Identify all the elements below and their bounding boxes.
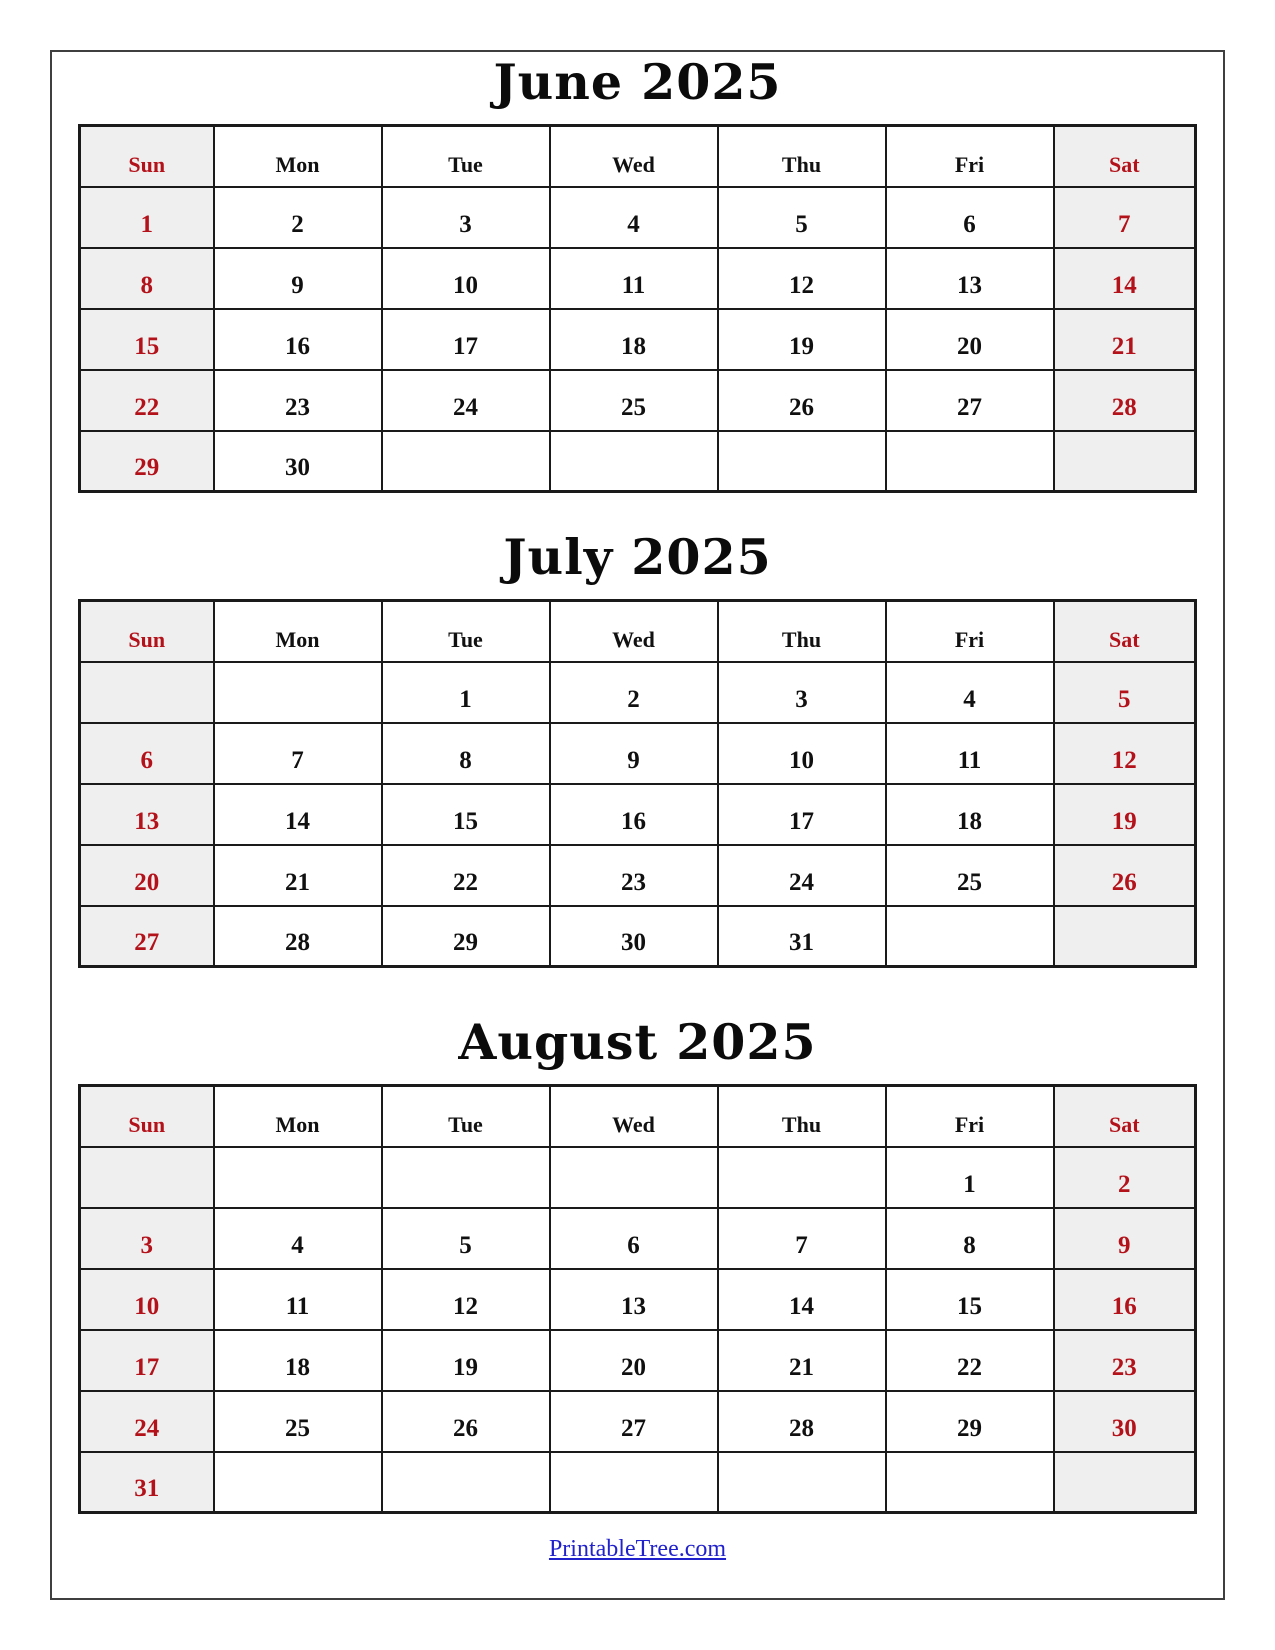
- date-cell-14: 14: [1054, 248, 1196, 309]
- empty-date-cell: [718, 1147, 886, 1208]
- date-cell-3: 3: [80, 1208, 214, 1269]
- footer: [52, 1536, 1223, 1563]
- date-cell-22: 22: [80, 370, 214, 431]
- day-header-sun: Sun: [80, 1086, 214, 1147]
- footer-link[interactable]: PrintableTree.com: [548, 1536, 727, 1562]
- date-cell-18: 18: [550, 309, 718, 370]
- date-cell-6: 6: [550, 1208, 718, 1269]
- date-cell-30: 30: [214, 431, 382, 492]
- date-cell-9: 9: [214, 248, 382, 309]
- day-header-wed: Wed: [550, 126, 718, 187]
- day-header-row: [80, 601, 1196, 662]
- day-header-tue: Tue: [382, 126, 550, 187]
- empty-date-cell: [550, 1452, 718, 1513]
- empty-date-cell: [214, 1452, 382, 1513]
- date-cell-25: 25: [886, 845, 1054, 906]
- date-cell-14: 14: [214, 784, 382, 845]
- date-cell-26: 26: [718, 370, 886, 431]
- day-header-row: [80, 126, 1196, 187]
- date-cell-16: 16: [1054, 1269, 1196, 1330]
- date-cell-30: 30: [550, 906, 718, 967]
- day-header-fri: Fri: [886, 126, 1054, 187]
- date-cell-12: 12: [382, 1269, 550, 1330]
- empty-date-cell: [718, 1452, 886, 1513]
- date-cell-29: 29: [886, 1391, 1054, 1452]
- day-header-sun: Sun: [80, 126, 214, 187]
- week-row: [80, 370, 1196, 431]
- date-cell-31: 31: [718, 906, 886, 967]
- day-header-mon: Mon: [214, 126, 382, 187]
- day-header-fri: Fri: [886, 601, 1054, 662]
- calendar-grid-june: [78, 124, 1197, 493]
- date-cell-6: 6: [886, 187, 1054, 248]
- week-row: [80, 431, 1196, 492]
- date-cell-17: 17: [718, 784, 886, 845]
- date-cell-26: 26: [1054, 845, 1196, 906]
- week-row: [80, 187, 1196, 248]
- day-header-tue: Tue: [382, 601, 550, 662]
- date-cell-11: 11: [886, 723, 1054, 784]
- date-cell-22: 22: [382, 845, 550, 906]
- empty-date-cell: [886, 431, 1054, 492]
- week-row: [80, 1330, 1196, 1391]
- day-header-mon: Mon: [214, 601, 382, 662]
- date-cell-25: 25: [214, 1391, 382, 1452]
- week-row: [80, 248, 1196, 309]
- empty-date-cell: [1054, 1452, 1196, 1513]
- date-cell-8: 8: [80, 248, 214, 309]
- date-cell-24: 24: [718, 845, 886, 906]
- date-cell-26: 26: [382, 1391, 550, 1452]
- empty-date-cell: [214, 1147, 382, 1208]
- date-cell-11: 11: [214, 1269, 382, 1330]
- date-cell-29: 29: [80, 431, 214, 492]
- date-cell-3: 3: [718, 662, 886, 723]
- date-cell-5: 5: [718, 187, 886, 248]
- week-row: [80, 1147, 1196, 1208]
- date-cell-5: 5: [1054, 662, 1196, 723]
- date-cell-1: 1: [886, 1147, 1054, 1208]
- date-cell-15: 15: [80, 309, 214, 370]
- date-cell-30: 30: [1054, 1391, 1196, 1452]
- day-header-sat: Sat: [1054, 1086, 1196, 1147]
- day-header-fri: Fri: [886, 1086, 1054, 1147]
- day-header-wed: Wed: [550, 601, 718, 662]
- day-header-thu: Thu: [718, 126, 886, 187]
- date-cell-5: 5: [382, 1208, 550, 1269]
- date-cell-15: 15: [382, 784, 550, 845]
- date-cell-21: 21: [214, 845, 382, 906]
- day-header-mon: Mon: [214, 1086, 382, 1147]
- date-cell-25: 25: [550, 370, 718, 431]
- date-cell-27: 27: [886, 370, 1054, 431]
- date-cell-7: 7: [718, 1208, 886, 1269]
- empty-date-cell: [550, 1147, 718, 1208]
- week-row: [80, 1452, 1196, 1513]
- empty-date-cell: [718, 431, 886, 492]
- date-cell-12: 12: [1054, 723, 1196, 784]
- month-title-august: August 2025: [458, 1013, 817, 1071]
- week-row: [80, 1208, 1196, 1269]
- date-cell-29: 29: [382, 906, 550, 967]
- empty-date-cell: [550, 431, 718, 492]
- date-cell-1: 1: [382, 662, 550, 723]
- date-cell-27: 27: [80, 906, 214, 967]
- date-cell-2: 2: [214, 187, 382, 248]
- week-row: [80, 309, 1196, 370]
- calendar-page: [50, 50, 1225, 1600]
- date-cell-27: 27: [550, 1391, 718, 1452]
- empty-date-cell: [1054, 906, 1196, 967]
- empty-date-cell: [886, 906, 1054, 967]
- month-title-june: June 2025: [493, 53, 782, 111]
- date-cell-17: 17: [382, 309, 550, 370]
- date-cell-20: 20: [886, 309, 1054, 370]
- empty-date-cell: [80, 662, 214, 723]
- empty-date-cell: [382, 1147, 550, 1208]
- date-cell-10: 10: [80, 1269, 214, 1330]
- week-row: [80, 1391, 1196, 1452]
- date-cell-21: 21: [1054, 309, 1196, 370]
- date-cell-13: 13: [550, 1269, 718, 1330]
- date-cell-9: 9: [1054, 1208, 1196, 1269]
- week-row: [80, 784, 1196, 845]
- date-cell-23: 23: [1054, 1330, 1196, 1391]
- date-cell-11: 11: [550, 248, 718, 309]
- week-row: [80, 662, 1196, 723]
- date-cell-8: 8: [886, 1208, 1054, 1269]
- day-header-thu: Thu: [718, 601, 886, 662]
- calendar-grid-july: [78, 599, 1197, 968]
- date-cell-16: 16: [550, 784, 718, 845]
- date-cell-15: 15: [886, 1269, 1054, 1330]
- day-header-sat: Sat: [1054, 601, 1196, 662]
- date-cell-16: 16: [214, 309, 382, 370]
- calendar-grid-august: [78, 1084, 1197, 1514]
- date-cell-20: 20: [80, 845, 214, 906]
- day-header-sun: Sun: [80, 601, 214, 662]
- date-cell-23: 23: [550, 845, 718, 906]
- date-cell-24: 24: [382, 370, 550, 431]
- date-cell-19: 19: [1054, 784, 1196, 845]
- date-cell-12: 12: [718, 248, 886, 309]
- date-cell-17: 17: [80, 1330, 214, 1391]
- week-row: [80, 906, 1196, 967]
- date-cell-2: 2: [550, 662, 718, 723]
- date-cell-7: 7: [214, 723, 382, 784]
- date-cell-19: 19: [382, 1330, 550, 1391]
- date-cell-8: 8: [382, 723, 550, 784]
- date-cell-2: 2: [1054, 1147, 1196, 1208]
- day-header-thu: Thu: [718, 1086, 886, 1147]
- date-cell-9: 9: [550, 723, 718, 784]
- date-cell-18: 18: [886, 784, 1054, 845]
- date-cell-31: 31: [80, 1452, 214, 1513]
- date-cell-24: 24: [80, 1391, 214, 1452]
- date-cell-4: 4: [214, 1208, 382, 1269]
- empty-date-cell: [382, 1452, 550, 1513]
- date-cell-3: 3: [382, 187, 550, 248]
- empty-date-cell: [886, 1452, 1054, 1513]
- date-cell-1: 1: [80, 187, 214, 248]
- date-cell-22: 22: [886, 1330, 1054, 1391]
- date-cell-18: 18: [214, 1330, 382, 1391]
- date-cell-20: 20: [550, 1330, 718, 1391]
- day-header-tue: Tue: [382, 1086, 550, 1147]
- date-cell-28: 28: [1054, 370, 1196, 431]
- day-header-sat: Sat: [1054, 126, 1196, 187]
- date-cell-6: 6: [80, 723, 214, 784]
- date-cell-14: 14: [718, 1269, 886, 1330]
- date-cell-28: 28: [214, 906, 382, 967]
- date-cell-10: 10: [718, 723, 886, 784]
- empty-date-cell: [214, 662, 382, 723]
- date-cell-7: 7: [1054, 187, 1196, 248]
- week-row: [80, 845, 1196, 906]
- date-cell-19: 19: [718, 309, 886, 370]
- date-cell-10: 10: [382, 248, 550, 309]
- date-cell-4: 4: [886, 662, 1054, 723]
- week-row: [80, 723, 1196, 784]
- date-cell-13: 13: [80, 784, 214, 845]
- date-cell-4: 4: [550, 187, 718, 248]
- day-header-row: [80, 1086, 1196, 1147]
- empty-date-cell: [382, 431, 550, 492]
- date-cell-21: 21: [718, 1330, 886, 1391]
- month-title-july: July 2025: [503, 528, 772, 586]
- date-cell-13: 13: [886, 248, 1054, 309]
- week-row: [80, 1269, 1196, 1330]
- day-header-wed: Wed: [550, 1086, 718, 1147]
- date-cell-23: 23: [214, 370, 382, 431]
- empty-date-cell: [80, 1147, 214, 1208]
- date-cell-28: 28: [718, 1391, 886, 1452]
- empty-date-cell: [1054, 431, 1196, 492]
